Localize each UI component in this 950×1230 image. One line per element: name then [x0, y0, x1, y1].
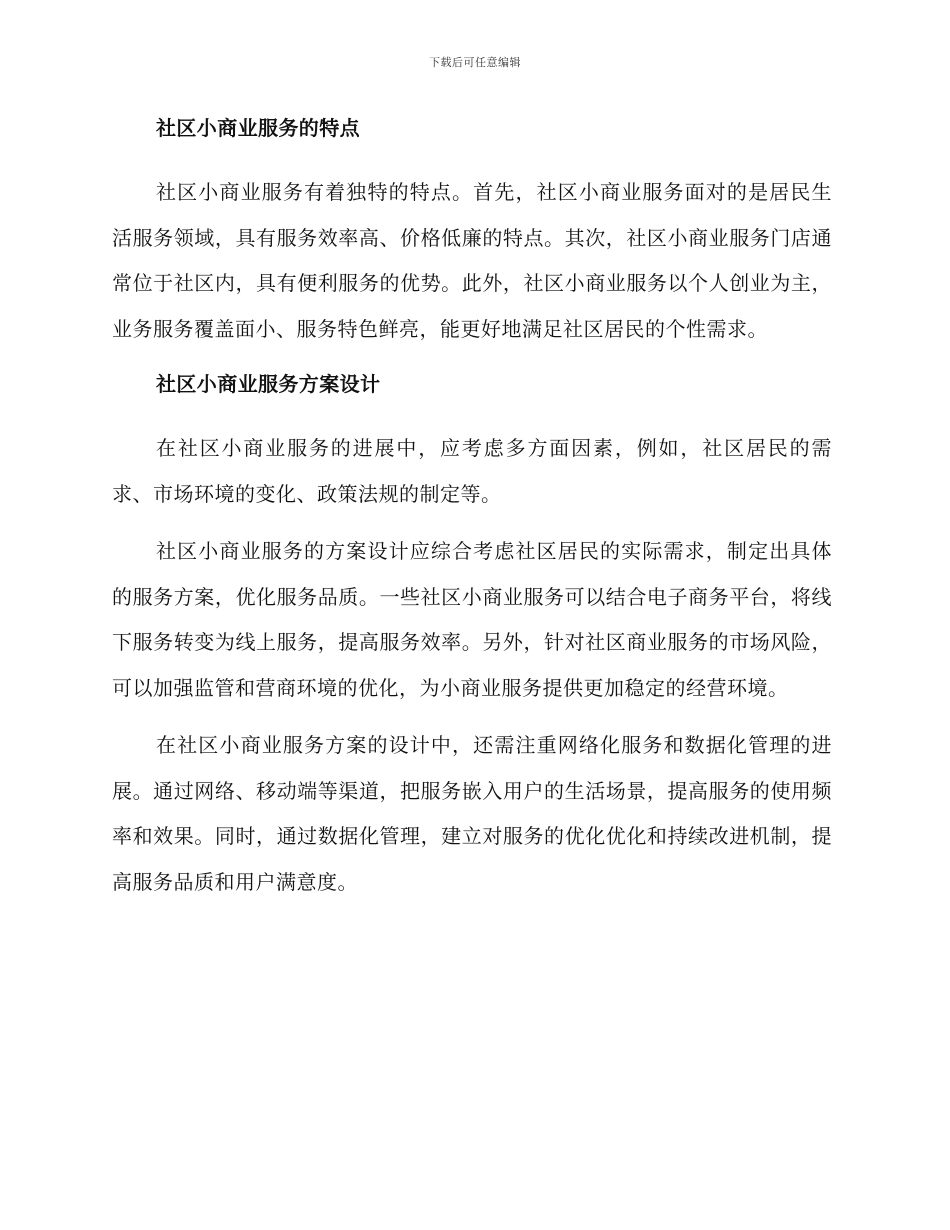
document-body — [112, 112, 832, 917]
section-heading-design: 社区小商业服务方案设计 — [156, 372, 381, 396]
header-note: 下载后可任意编辑 — [429, 56, 521, 69]
paragraph-design-2: 社区小商业服务的方案设计应综合考虑社区居民的实际需求，制定出具体的服务方案，优化服务品质。一些社区小商业服务可以结合电子商务平台，将线下服务转变为线上服务，提高服务效率。另外，针对社区商业服务的市场风险，可以加强监管和营商环境的优化，为小商业服务提供更加稳定的经营环境。 — [112, 539, 832, 700]
paragraph-design-3: 在社区小商业服务方案的设计中，还需注重网络化服务和数据化管理的进展。通过网络、移动端等渠道，把服务嵌入用户的生活场景，提高服务的使用频率和效果。同时，通过数据化管理，建立对服务的优化优化和持续改进机制，提高服务品质和用户满意度。 — [112, 733, 832, 894]
paragraph-features: 社区小商业服务有着独特的特点。首先，社区小商业服务面对的是居民生活服务领域，具有服务效率高、价格低廉的特点。其次，社区小商业服务门店通常位于社区内，具有便利服务的优势。此外，社区小商业服务以个人创业为主，业务服务覆盖面小、服务特色鲜亮，能更好地满足社区居民的个性需求。 — [112, 180, 832, 341]
section-heading-features: 社区小商业服务的特点 — [156, 116, 360, 140]
paragraph-design-1: 在社区小商业服务的进展中，应考虑多方面因素，例如，社区居民的需求、市场环境的变化、政策法规的制定等。 — [112, 436, 832, 506]
